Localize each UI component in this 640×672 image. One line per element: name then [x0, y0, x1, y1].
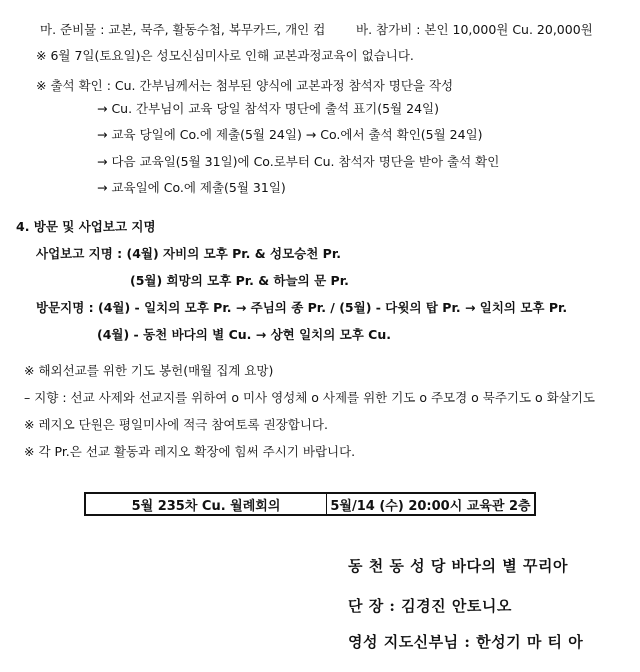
prayer-intentions: – 지향 : 선교 사제와 선교지를 위하여 o 미사 영성체 o 사제를 위한 기도 o 주모경 o 묵주기도 o 화살기도 — [24, 390, 595, 405]
items-label: 마. 준비물 : 교본, 묵주, 활동수첩, 복무카드, 개인 컵 — [40, 22, 326, 37]
report-assignment-line: (5월) 희망의 모후 Pr. & 하늘의 문 Pr. — [130, 273, 349, 288]
attendance-note: ※ 출석 확인 : Cu. 간부님께서는 첨부된 양식에 교본과정 참석자 명단을 작성 — [36, 78, 454, 93]
president-name: 단 장 : 김경진 안토니오 — [348, 597, 512, 615]
no-class-note: ※ 6월 7일(토요일)은 성모신심미사로 인해 교본과정교육이 없습니다. — [36, 48, 414, 63]
visit-assignment-line: 방문지명 : (4월) - 일치의 모후 Pr. → 주님의 종 Pr. / (5월) - 다윗의 탑 Pr. → 일치의 모후 Pr. — [36, 300, 568, 315]
attendance-step: → 다음 교육일(5월 31일)에 Co.로부터 Cu. 참석자 명단을 받아 출석 확인 — [97, 154, 500, 169]
visit-assignment-line: (4월) - 동천 바다의 별 Cu. → 상현 일치의 모후 Cu. — [97, 327, 391, 342]
attendance-step: → 교육일에 Co.에 제출(5월 31일) — [97, 180, 286, 195]
attendance-step: → 교육 당일에 Co.에 제출(5월 24일) → Co.에서 출석 확인(5월 24일) — [97, 127, 483, 142]
mass-encouragement: ※ 레지오 단원은 평일미사에 적극 참여토록 권장합니다. — [24, 417, 328, 432]
meeting-datetime: 5월/14 (수) 20:00시 교육관 2층 — [330, 498, 531, 514]
meeting-box — [84, 492, 536, 516]
prayer-title: ※ 해외선교를 위한 기도 봉헌(매월 집계 요망) — [24, 363, 274, 378]
mission-encouragement: ※ 각 Pr.은 선교 활동과 레지오 확장에 힘써 주시기 바랍니다. — [24, 444, 356, 459]
meeting-name: 5월 235차 Cu. 월례회의 — [86, 494, 327, 514]
report-assignment-line: 사업보고 지명 : (4월) 자비의 모후 Pr. & 성모승천 Pr. — [36, 246, 341, 261]
attendance-step: → Cu. 간부님이 교육 당일 참석자 명단에 출석 표기(5월 24일) — [97, 101, 439, 116]
fee-label: 바. 참가비 : 본인 10,000원 Cu. 20,000원 — [356, 22, 593, 37]
church-name: 동 천 동 성 당 바다의 별 꾸리아 — [348, 557, 568, 575]
spiritual-director-name: 영성 지도신부님 : 한성기 마 티 아 — [348, 633, 584, 651]
section-heading: 4. 방문 및 사업보고 지명 — [16, 219, 156, 234]
